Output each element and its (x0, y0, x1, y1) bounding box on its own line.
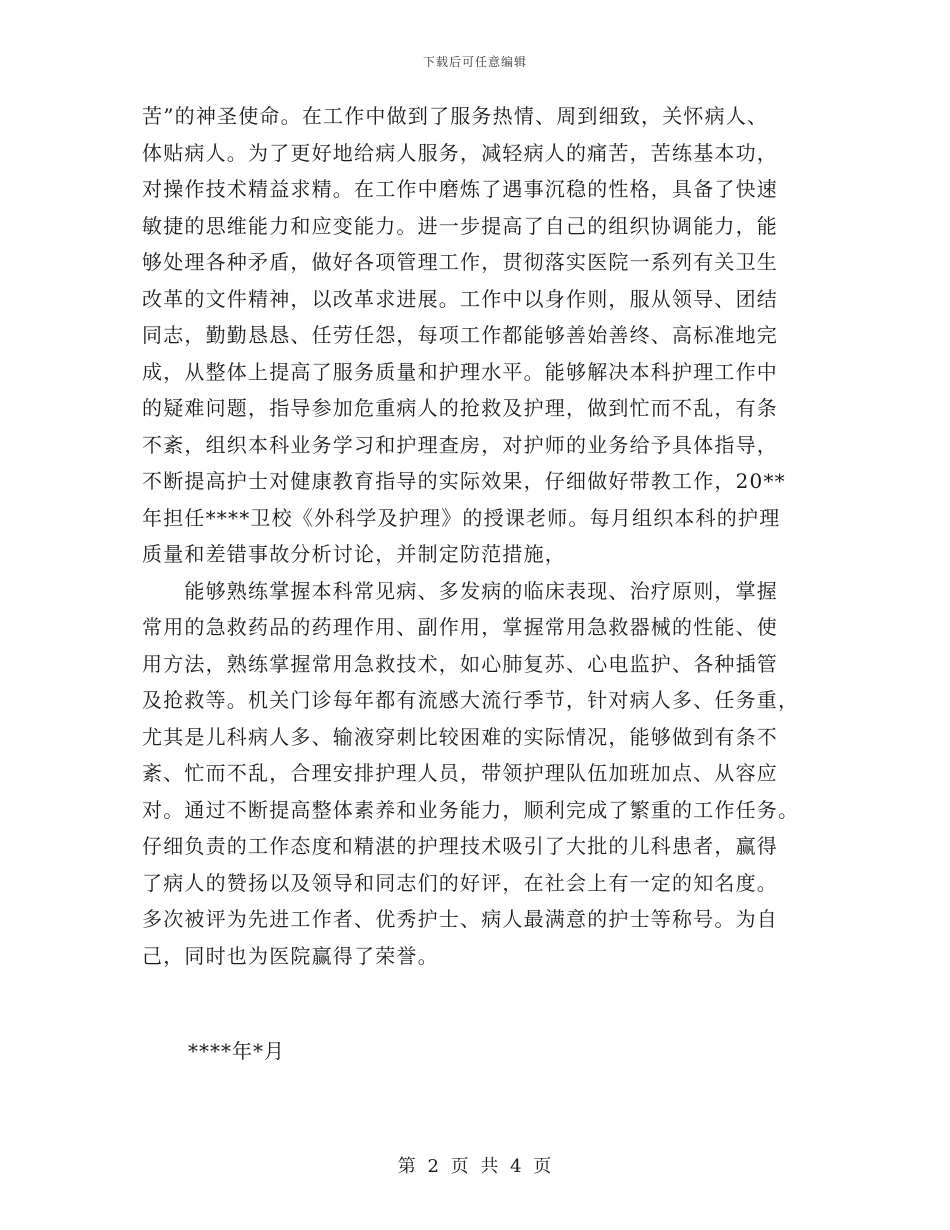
page-footer (0, 1152, 950, 1178)
text-line: 敏捷的思维能力和应变能力。进一步提高了自己的组织协调能力，能 (142, 213, 778, 238)
text-line: 体贴病人。为了更好地给病人服务，减轻病人的痛苦，苦练基本功， (142, 140, 778, 165)
text-line: 及抢救等。机关门诊每年都有流感大流行季节，针对病人多、任务重， (142, 688, 800, 712)
text-line: 仔细负责的工作态度和精湛的护理技术吸引了大批的儿科患者，赢得 (142, 834, 778, 858)
text-line: 紊、忙而不乱，合理安排护理人员，带领护理队伍加班加点、从容应 (142, 761, 778, 785)
current-page-number: 2 (427, 1156, 440, 1177)
text-line: 苦”的神圣使命。在工作中做到了服务热情、周到细致，关怀病人、 (142, 104, 769, 128)
body-text (142, 98, 807, 974)
text-line: 己，同时也为医院赢得了荣誉。 (142, 943, 439, 968)
text-line: 成，从整体上提高了服务质量和护理水平。能够解决本科护理工作中 (142, 359, 778, 384)
text-line: 年担任****卫校《外科学及护理》的授课老师。每月组织本科的护理 (142, 505, 781, 530)
text-line: 能够熟练掌握本科常见病、多发病的临床表现、治疗原则，掌握 (142, 578, 778, 603)
footer-total-word: 共 (480, 1156, 500, 1177)
footer-page-word: 页 (450, 1156, 470, 1177)
text-line: 的疑难问题，指导参加危重病人的抢救及护理，做到忙而不乱，有条 (142, 396, 778, 420)
text-line: 不紊，组织本科业务学习和护理查房，对护师的业务给予具体指导， (142, 432, 778, 457)
date-line: ****年*月 (188, 1039, 285, 1063)
footer-suffix: 页 (533, 1156, 553, 1177)
text-line: 同志，勤勤恳恳、任劳任怨，每项工作都能够善始善终、高标准地完 (142, 323, 778, 347)
text-line: 对操作技术精益求精。在工作中磨炼了遇事沉稳的性格，具备了快速 (142, 177, 778, 201)
text-line: 质量和差错事故分析讨论，并制定防范措施， (142, 542, 566, 566)
header-note: 下载后可任意编辑 (422, 55, 527, 69)
text-line: 尤其是儿科病人多、输液穿刺比较困难的实际情况，能够做到有条不 (142, 724, 778, 749)
text-line: 改革的文件精神，以改革求进展。工作中以身作则，服从领导、团结 (142, 286, 778, 311)
text-line: 了病人的赞扬以及领导和同志们的好评，在社会上有一定的知名度。 (142, 870, 778, 895)
text-line: 用方法，熟练掌握常用急救技术，如心肺复苏、心电监护、各种插管 (142, 651, 778, 676)
text-line: 够处理各种矛盾，做好各项管理工作，贯彻落实医院一系列有关卫生 (142, 250, 778, 274)
text-line: 对。通过不断提高整体素养和业务能力，顺利完成了繁重的工作任务。 (142, 797, 800, 822)
text-line: 不断提高护士对健康教育指导的实际效果，仔细做好带教工作，20** (142, 469, 786, 493)
footer-prefix: 第 (397, 1156, 417, 1177)
text-line: 多次被评为先进工作者、优秀护士、病人最满意的护士等称号。为自 (142, 907, 778, 931)
total-page-number: 4 (510, 1156, 523, 1177)
text-line: 常用的急救药品的药理作用、副作用，掌握常用急救器械的性能、使 (142, 615, 778, 639)
